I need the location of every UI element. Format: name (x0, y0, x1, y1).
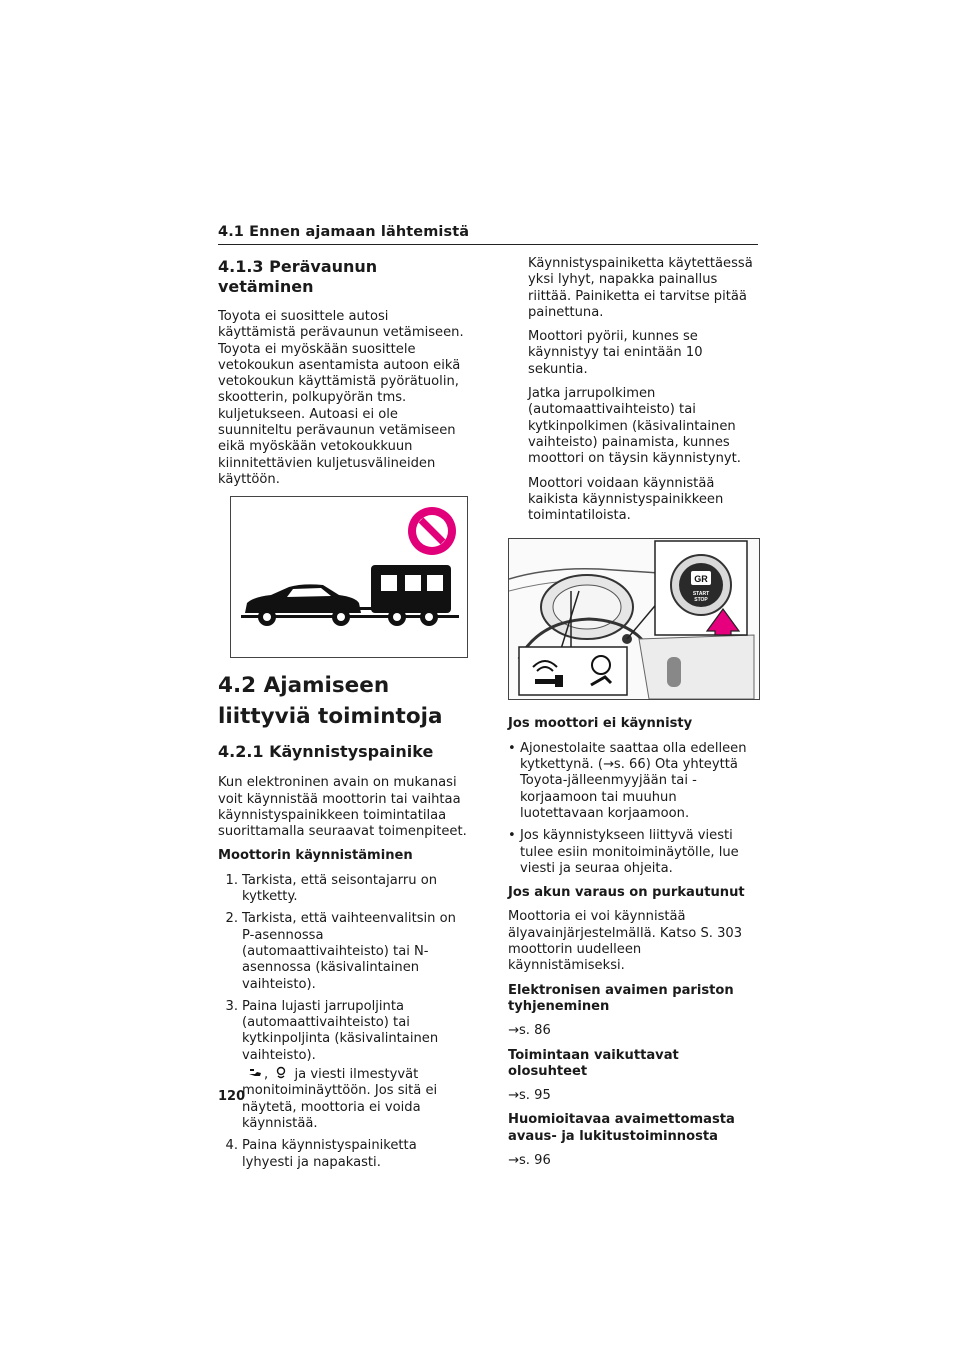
step-number: 2. (225, 911, 238, 927)
step-item (218, 911, 470, 992)
no-start-heading: Jos moottori ei käynnisty (508, 716, 693, 732)
conditions-ref-link[interactable]: →s. 95 (508, 1088, 551, 1104)
steering-key-indicator-icon (248, 1066, 262, 1080)
section-title-4-1-3: 4.1.3 Perävaunun vetäminen (218, 257, 378, 296)
step3-separator: , (264, 1067, 269, 1083)
start-notes (508, 256, 760, 524)
section-title-4-2-1: 4.2.1 Käynnistyspainike (218, 742, 434, 762)
key-battery-ref-link[interactable]: →s. 86 (508, 1023, 551, 1039)
section-title-4-2: 4.2 Ajamiseen liittyviä toimintoja (218, 673, 443, 730)
bullet-text: Ajonestolaite saattaa olla edelleen kytkettynä. (→s. 66) Ota yhteyttä Toyota-jälleenmyyjään tai -korjaamoon tai muuhun luotettavaan korjaamoon. (520, 740, 747, 821)
page-header (218, 224, 758, 240)
bullet-text: Jos käynnistykseen liittyvä viesti tulee esiin monitoiminäytölle, lue viesti ja seuraa ohjeita. (520, 828, 739, 876)
bullet-item (508, 828, 760, 877)
page-number: 120 (218, 1089, 246, 1104)
step-number: 4. (225, 1138, 238, 1154)
notes-ref-link[interactable]: →s. 96 (508, 1152, 551, 1168)
towing-prohibited-illustration (230, 496, 468, 658)
step-item (218, 999, 470, 1064)
start-button-intro: Kun elektroninen avain on mukanasi voit käynnistää moottorin tai vaihtaa käynnistyspainikkeen toimintatilaa suorittamalla seuraavat toimenpiteet. (218, 775, 467, 840)
gr-logo: GR (694, 574, 708, 585)
header-divider (218, 244, 758, 245)
step-item (218, 873, 470, 906)
start-note: Käynnistyspainiketta käytettäessä yksi lyhyt, napakka painallus riittää. Painiketta ei tarvitse pitää painettuna. (528, 256, 753, 320)
engine-start-heading: Moottorin käynnistäminen (218, 848, 413, 864)
right-column (508, 256, 760, 1177)
conditions-heading: Toimintaan vaikuttavat olosuhteet (508, 1047, 679, 1079)
start-button-illustration (508, 538, 760, 700)
step3-indicator-note (242, 1066, 470, 1132)
step-number: 3. (225, 998, 238, 1014)
step-text: Tarkista, että seisontajarru on kytketty. (242, 872, 438, 905)
key-battery-heading: Elektronisen avaimen pariston tyhjeneminen (508, 982, 734, 1014)
step-number: 1. (225, 872, 238, 888)
step-text: Paina lujasti jarrupoljinta (automaattivaihteisto) tai kytkinpoljinta (käsivalintainen vaihteisto). (242, 998, 439, 1063)
step3-extra-text: ja viesti ilmestyvät monitoiminäyttöön. Jos sitä ei näytetä, moottoria ei voida käynnistää. (242, 1067, 438, 1131)
dashboard-illustration-icon (509, 539, 759, 699)
prohibition-sign-icon (408, 507, 456, 555)
battery-text: Moottoria ei voi käynnistää älyavainjärjestelmällä. Katso S. 303 moottorin uudelleen käynnistämiseksi. (508, 909, 743, 974)
step-text: Paina käynnistyspainiketta lyhyesti ja napakasti. (242, 1138, 417, 1170)
car-towing-trailer-icon (231, 497, 467, 657)
start-note: Jatka jarrupolkimen (automaattivaihteisto) tai kytkinpolkimen (käsivalintainen vaihteisto) painamista, kunnes moottori on täysin käynnistynyt. (528, 386, 741, 467)
key-indicator-icon (274, 1066, 288, 1080)
step-item (218, 1138, 470, 1171)
battery-heading: Jos akun varaus on purkautunut (508, 885, 745, 901)
start-note: Moottori pyörii, kunnes se käynnistyy tai enintään 10 sekuntia. (528, 329, 703, 377)
towing-paragraph: Toyota ei suosittele autosi käyttämistä perävaunun vetämiseen. Toyota ei myöskään suosittele vetokoukun asentamista autoon eikä vetokoukun käyttämistä pyörätuolin, skootterin, polkupyörän tms. kuljetukseen. Autoasi ei ole suunniteltu perävaunun vetämiseen eikä myöskään vetokoukkuun kiinnitettävien kuljetusvälineiden käyttöön. (218, 309, 464, 487)
bullet-icon: • (508, 828, 516, 844)
bullet-icon: • (508, 740, 516, 756)
left-column (218, 257, 470, 1177)
start-note: Moottori voidaan käynnistää kaikista käynnistyspainikkeen toimintatiloista. (528, 475, 724, 524)
notes-heading: Huomioitavaa avaimettomasta avaus- ja lukitustoiminnosta (508, 1112, 735, 1144)
stop-label: STOP (694, 597, 708, 604)
step-text: Tarkista, että vaihteenvalitsin on P-asennossa (automaattivaihteisto) tai N-asennossa (käsivalintainen vaihteisto). (242, 911, 456, 992)
bullet-item (508, 741, 760, 822)
start-label: START (692, 591, 710, 598)
section-header-title: 4.1 Ennen ajamaan lähtemistä (218, 224, 470, 240)
